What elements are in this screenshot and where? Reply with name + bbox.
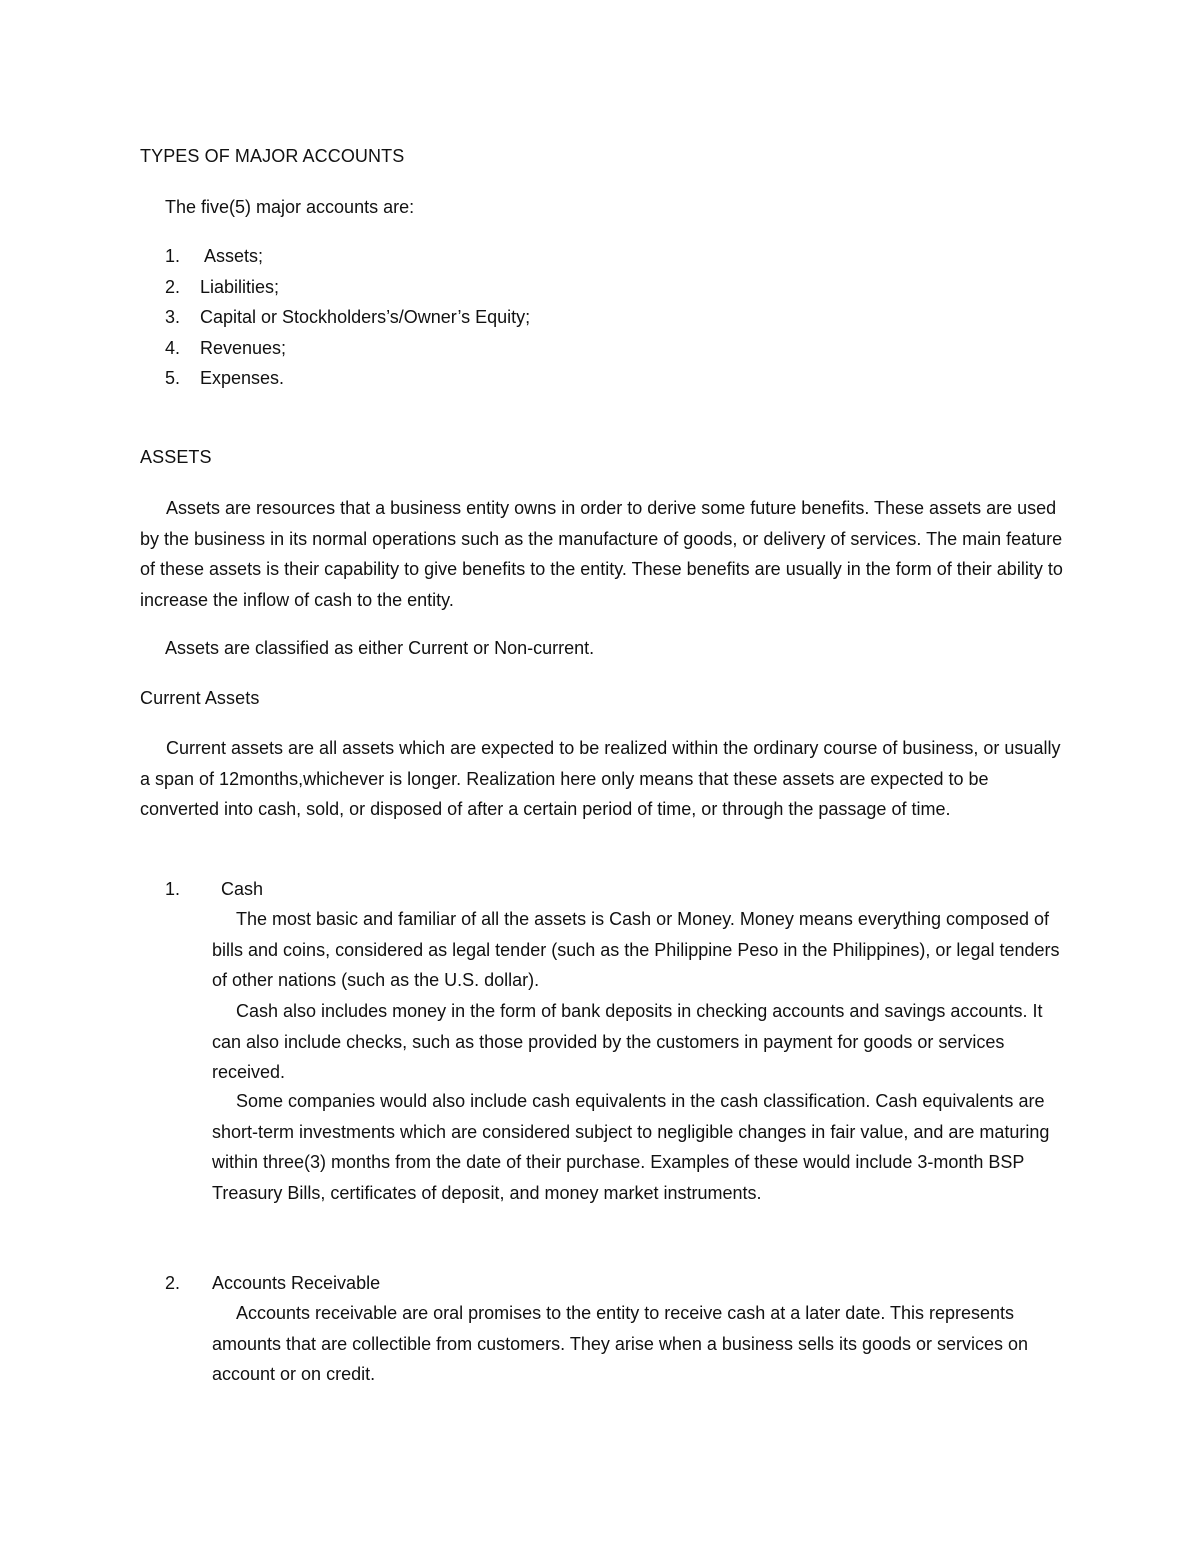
list-item: [165, 333, 530, 364]
major-accounts-list: [165, 241, 530, 394]
list-label: Revenues;: [200, 337, 287, 358]
accounts-receivable-title: Accounts Receivable: [212, 1273, 381, 1293]
list-label: Capital or Stockholders’s/Owner’s Equity;: [200, 307, 531, 327]
cash-paragraph-2: Cash also includes money in the form of bank deposits in checking accounts and savings accounts. It can also include checks, such as those provided by the customers in payment for goods or services received.: [212, 1001, 1043, 1082]
accounts-receivable-number: 2.: [165, 1273, 181, 1293]
list-number: 5.: [165, 368, 181, 388]
cash-paragraph-3: Some companies would also include cash equivalents in the cash classification. Cash equivalents are short-term investments which are considered subject to negligible changes in fair value, and are maturing within three(3) months from the date of their purchase. Examples of these would include 3-month BSP Treasury Bills, certificates of deposit, and money market instruments.: [212, 1091, 1050, 1203]
current-assets-heading: Current Assets: [140, 688, 260, 708]
list-number: 2.: [165, 276, 181, 297]
list-item: [165, 241, 530, 272]
list-label: Expenses.: [200, 368, 285, 388]
accounts-receivable-item-title: [165, 1268, 380, 1299]
assets-classification-text: Assets are classified as either Current or Non-current.: [165, 638, 595, 658]
list-item: [165, 302, 530, 333]
current-assets-paragraph: Current assets are all assets which are expected to be realized within the ordinary course of business, or usually a span of 12months,whichever is longer. Realization here only means that these assets are expected to be converted into cash, sold, or disposed of after a certain period of time, or through the passage of time.: [140, 738, 1061, 819]
cash-title: Cash: [221, 879, 264, 899]
list-label: Assets;: [204, 246, 264, 266]
list-item: [165, 272, 530, 303]
intro-text: The five(5) major accounts are:: [165, 197, 415, 217]
cash-item-title: [165, 874, 263, 905]
list-item: [165, 363, 530, 394]
accounts-receivable-paragraph: Accounts receivable are oral promises to the entity to receive cash at a later date. This represents amounts that are collectible from customers. They arise when a business sells its goods or services on account or on credit.: [212, 1303, 1029, 1384]
main-heading: TYPES OF MAJOR ACCOUNTS: [140, 146, 405, 166]
cash-number: 1.: [165, 879, 181, 899]
list-number: 4.: [165, 337, 181, 358]
cash-paragraph-1: The most basic and familiar of all the assets is Cash or Money. Money means everything composed of bills and coins, considered as legal tender (such as the Philippine Peso in the Philippines), or legal tenders of other nations (such as the U.S. dollar).: [212, 909, 1060, 990]
assets-heading: ASSETS: [140, 447, 212, 467]
list-number: 3.: [165, 307, 181, 327]
list-label: Liabilities;: [200, 276, 280, 297]
assets-paragraph: Assets are resources that a business entity owns in order to derive some future benefits. These assets are used by the business in its normal operations such as the manufacture of goods, or delivery of services. The main feature of these assets is their capability to give benefits to the entity. These benefits are usually in the form of their ability to increase the inflow of cash to the entity.: [140, 498, 1063, 610]
list-number: 1.: [165, 246, 181, 266]
